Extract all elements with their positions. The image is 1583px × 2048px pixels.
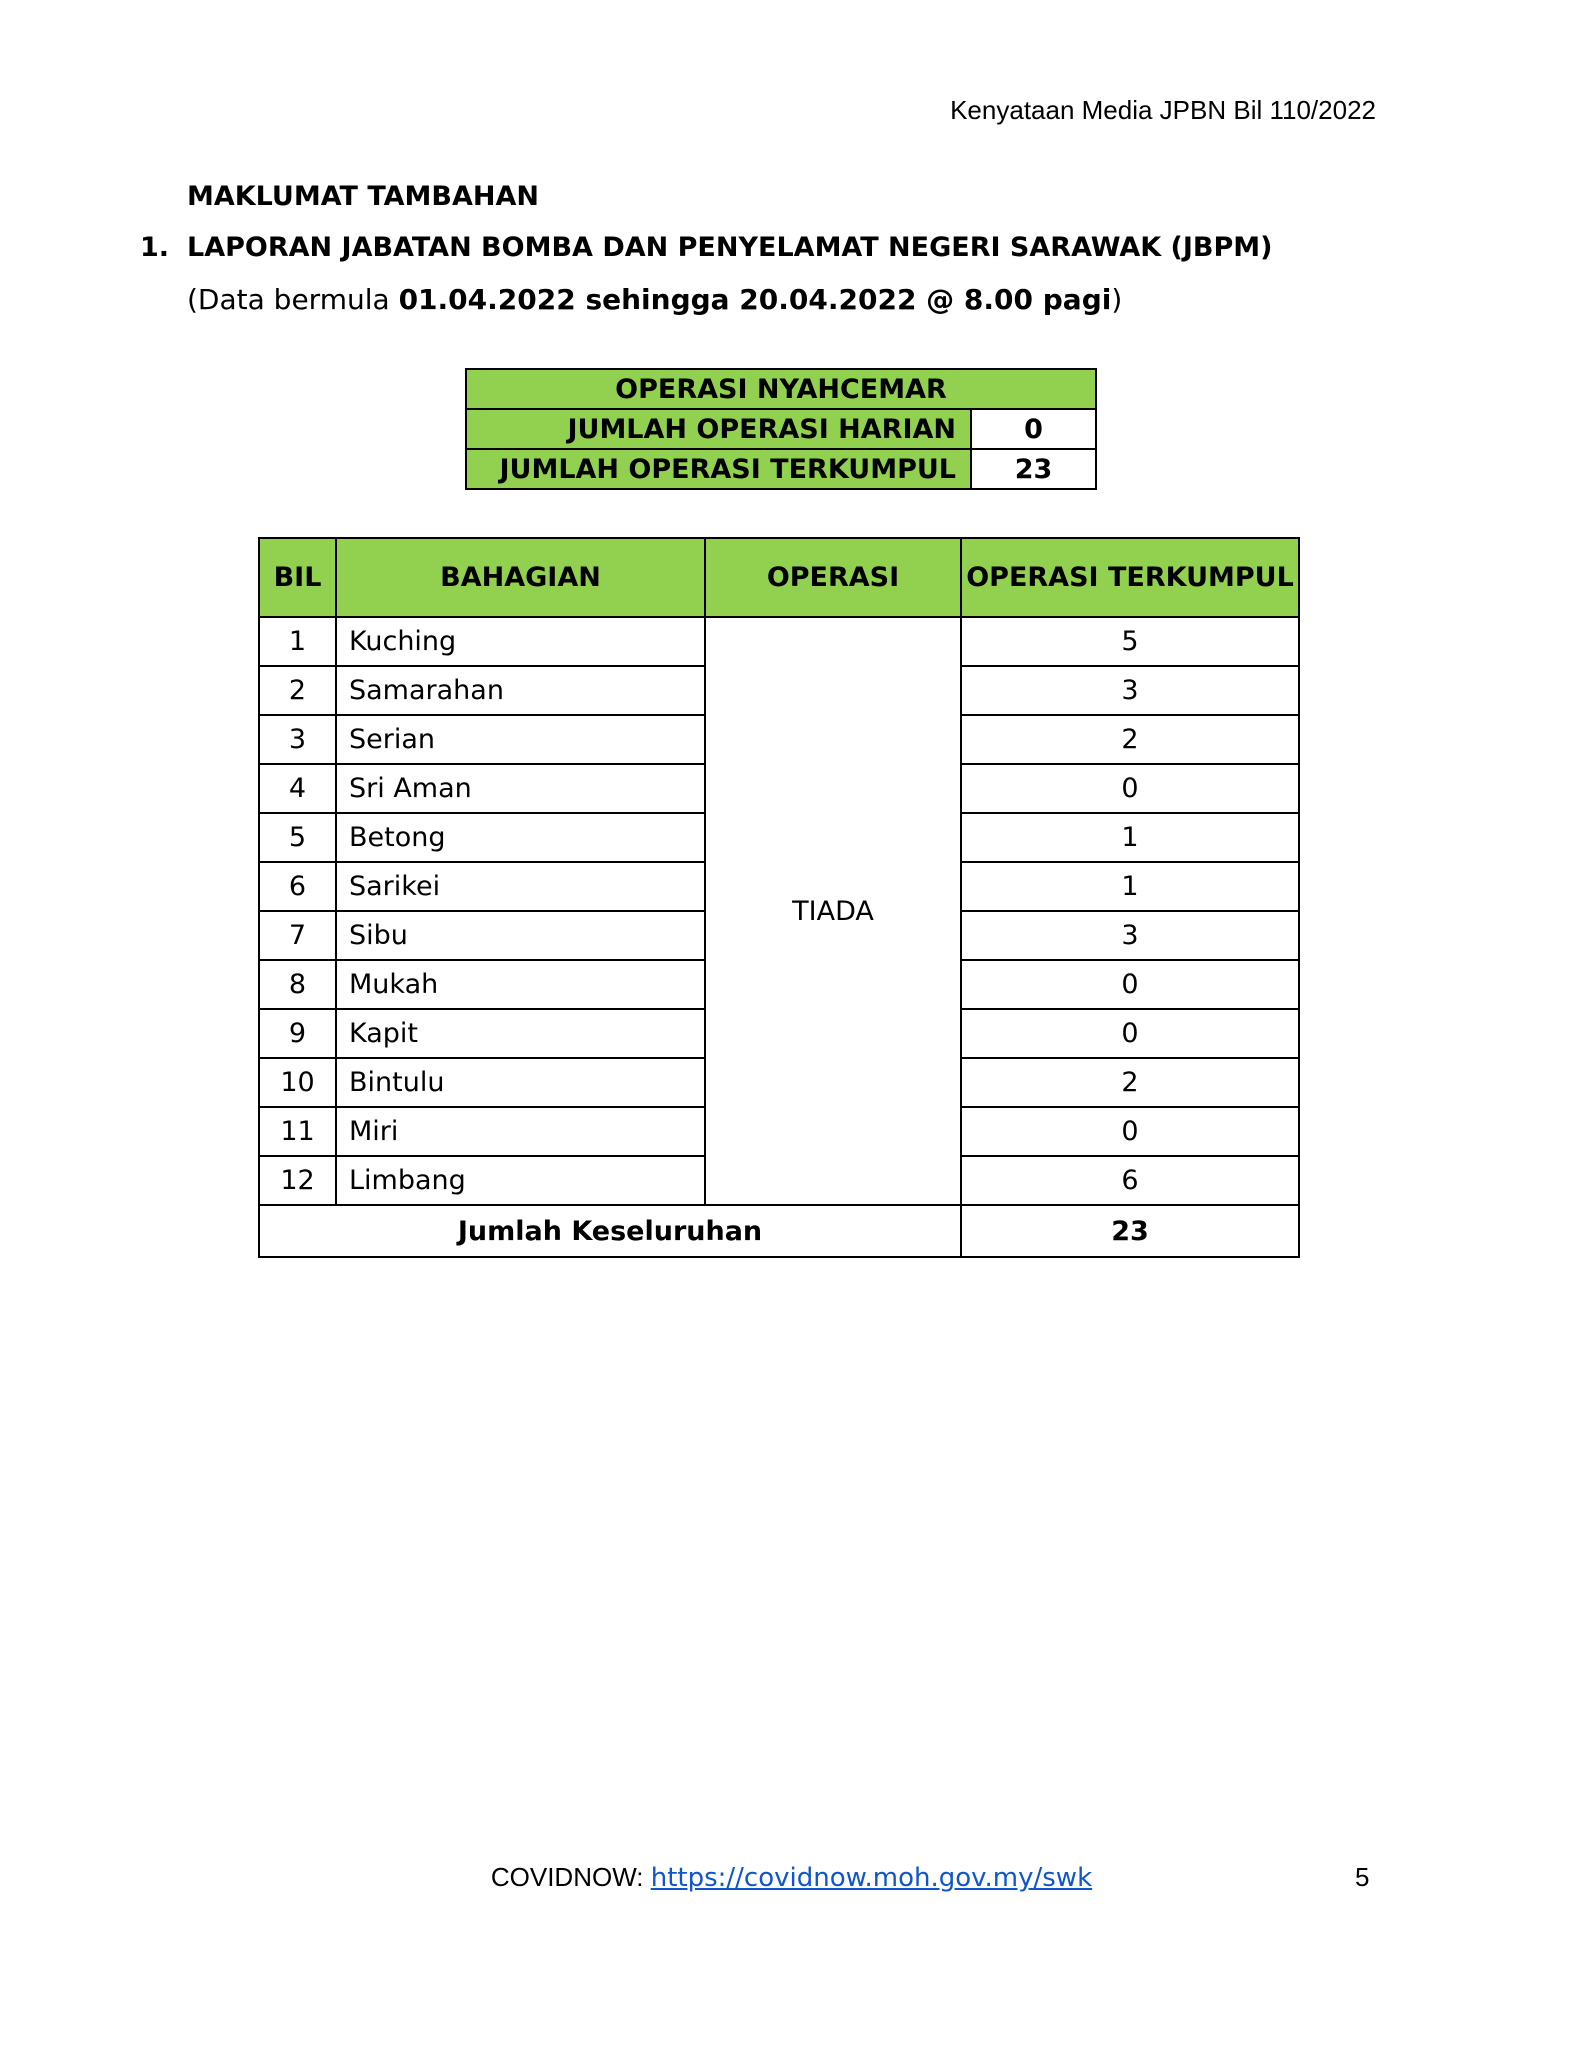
item-number: 1. [140,232,170,263]
row-bil: 12 [259,1156,336,1205]
document-reference: Kenyataan Media JPBN Bil 110/2022 [950,95,1376,125]
row-bil: 8 [259,960,336,1009]
row-bil: 6 [259,862,336,911]
row-terkumpul: 6 [961,1156,1299,1205]
row-bahagian: Sibu [336,911,705,960]
total-row [259,1205,1299,1257]
total-label: Jumlah Keseluruhan [259,1205,961,1257]
row-bil: 11 [259,1107,336,1156]
row-bil: 10 [259,1058,336,1107]
row-bahagian: Kuching [336,617,705,666]
row-terkumpul: 3 [961,911,1299,960]
cumulative-label: JUMLAH OPERASI TERKUMPUL [466,449,971,489]
item-title: LAPORAN JABATAN BOMBA DAN PENYELAMAT NEGERI SARAWAK (JBPM) [187,232,1273,263]
row-bahagian: Serian [336,715,705,764]
row-bil: 1 [259,617,336,666]
footer-label: COVIDNOW: [490,1862,651,1892]
row-terkumpul: 2 [961,1058,1299,1107]
row-bahagian: Betong [336,813,705,862]
daily-label: JUMLAH OPERASI HARIAN [466,409,971,449]
row-terkumpul: 5 [961,617,1299,666]
header-terkumpul: OPERASI TERKUMPUL [961,538,1299,617]
item-heading [140,232,1273,263]
row-terkumpul: 0 [961,1107,1299,1156]
cumulative-value: 23 [971,449,1096,489]
operasi-value: TIADA [705,617,961,1205]
section-title: MAKLUMAT TAMBAHAN [187,181,539,212]
covidnow-link[interactable]: https://covidnow.moh.gov.my/swk [650,1863,1093,1893]
page-number: 5 [1355,1862,1370,1892]
row-terkumpul: 1 [961,862,1299,911]
row-bahagian: Miri [336,1107,705,1156]
row-bil: 5 [259,813,336,862]
row-bil: 4 [259,764,336,813]
summary-table [465,368,1097,490]
footer [0,1862,1583,1893]
row-bahagian: Samarahan [336,666,705,715]
row-bil: 7 [259,911,336,960]
row-bahagian: Sarikei [336,862,705,911]
table-header-row [259,538,1299,617]
date-close: ) [1111,283,1123,316]
date-range: 01.04.2022 sehingga 20.04.2022 @ 8.00 pagi [398,283,1112,316]
header-bil: BIL [259,538,336,617]
summary-title: OPERASI NYAHCEMAR [466,369,1096,409]
row-terkumpul: 0 [961,960,1299,1009]
header-operasi: OPERASI [705,538,961,617]
division-table [258,537,1300,1258]
row-bahagian: Kapit [336,1009,705,1058]
row-bil: 9 [259,1009,336,1058]
total-value: 23 [961,1205,1299,1257]
row-bahagian: Mukah [336,960,705,1009]
row-terkumpul: 0 [961,764,1299,813]
date-open: (Data bermula [187,283,399,316]
row-terkumpul: 2 [961,715,1299,764]
row-terkumpul: 3 [961,666,1299,715]
row-bahagian: Limbang [336,1156,705,1205]
header-bahagian: BAHAGIAN [336,538,705,617]
date-range-line [187,283,1122,316]
row-bil: 3 [259,715,336,764]
daily-value: 0 [971,409,1096,449]
row-bahagian: Bintulu [336,1058,705,1107]
row-terkumpul: 1 [961,813,1299,862]
row-terkumpul: 0 [961,1009,1299,1058]
row-bahagian: Sri Aman [336,764,705,813]
row-bil: 2 [259,666,336,715]
table-row [259,617,1299,666]
